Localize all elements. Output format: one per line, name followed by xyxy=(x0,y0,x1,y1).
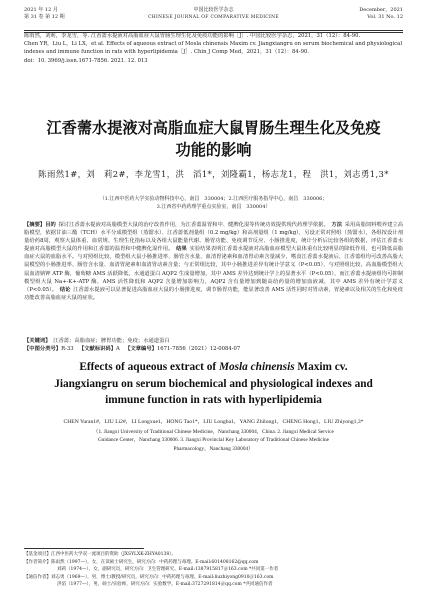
journal-name-en: CHINESE JOURNAL OF COMPARATIVE MEDICINE xyxy=(148,15,279,20)
author-list-en: CHEN Yuran1#，LIU Li2#，LI Longxue1，HONG Tao1*，LIU Longba1，YANG Zhilong1，CHENG Hong1，LIU Zhiyong1,3* xyxy=(63,419,364,425)
affiliation-line-en: （1. Jiangxi University of Traditional Chinese Medicine，Nanchang 330004，China. 2. Jiangxi Medical Service xyxy=(93,429,334,435)
affiliations-cn xyxy=(24,195,403,211)
affiliations-en xyxy=(36,428,391,453)
header-date-cn: 2021 年 12 月 xyxy=(24,7,58,13)
method-heading: 方法 xyxy=(331,222,343,228)
doc-code-value: A xyxy=(116,346,120,352)
citation-block xyxy=(24,32,403,65)
title-en-species: Mosla chinensis xyxy=(218,361,295,373)
keywords-label: 【关键词】 xyxy=(24,338,51,344)
affiliation-line: （1.江西中医药大学实验动物科技中心，南昌 330004；2.江西医疗服务指导中心，南昌 330006； xyxy=(99,196,328,202)
affiliation-line: 3.江西省中药药理学重点实验室，南昌 330004） xyxy=(156,204,271,210)
fund-note: 【基金项目】江西中医药大学双一流项目的资助（JXSYLXK-ZHYA0138）。 xyxy=(24,552,176,557)
title-en-post: Maxim cv. Jiangxiangru on serum biochemical and physiological indexes and immune function in rats with hyperlipidemia xyxy=(54,361,373,407)
keywords-text: 江香薷；高脂血症；脾胃功能；免疫；水通道蛋白 xyxy=(53,338,170,344)
citation-en: Chen YR，Liu L，Li LX，et al. Effects of aqueous extract of Mosla chinensis Maxim cv. Jiangxiangru on serum biochemical and physiological indexes and immune function in rats with hyperlipidemia［J］. Chin J Comp Med，2021，31（12）：84-90. xyxy=(24,41,403,56)
objective-text: 探讨江香薷水提液对高脂模型大鼠的治疗改善作用，为江香薷温胃和中、健脾化湿等传统功效提供现代药理学依据。 xyxy=(58,222,329,228)
abstract-label: 【摘要】 xyxy=(24,222,46,228)
affiliation-line-en: Guidance Center，Nanchang 330006. 3. Jiangxi Provincial Key Laboratory of Traditional Chinese Medicine xyxy=(97,437,330,444)
clc-value: R-33 xyxy=(61,346,74,352)
header-journal xyxy=(104,7,323,21)
conclusion-text: 江香薷水提液可以显著促进高脂血症大鼠的小肠推进度，调节肠胃功能，能显著改善 AMS 活性同时对胃动素，胃泌素以及相关的生化和免疫功能改善高脂血症大鼠的症状。 xyxy=(24,286,403,301)
classification-line xyxy=(24,345,403,353)
doc-code-label: 【文献标识码】 xyxy=(78,346,117,352)
article-number-label: 【文章编号】 xyxy=(125,346,157,352)
header-date-en: December，2021 xyxy=(359,7,403,13)
author-note xyxy=(24,559,403,567)
corresponding-1: 刘志勇（1969—），男，博士/教授/研究员，研究方向：中药药理与毒理。E-mail:liuzhiyong0910＠163.com xyxy=(51,574,274,580)
method-text: 采用高脂饲料喂养建立高脂模型，依据甘油三酯（TCH）水平分成模型组（蒸馏水）、江香薷低剂量组（0.2 mg/kg）和高剂量组（1 mg/kg），另设正常对照组（蒸馏水），各组按设计剂量给药8周，观察大鼠体重、血常规、生理生化指标以及各组大鼠能量代谢、肠胃功能、免疫调节反应、小肠推进度，统计分析后比较各组的数据，评估江香薷水提液对高脂模型大鼠的作用和江香薷的温胃和中健脾化湿作用。 xyxy=(24,222,403,253)
corresponding-2: 洪滔（1977—），男，硕士/实验师，研究方向：实验数学。E-mail:3727291814＠qq.com *共同通信作者 xyxy=(57,582,273,588)
result-text: 实验结果表明江香薷水提液对高脂血症模型大鼠体重有比较明显的降低作用，也可降低高脂血症大鼠的血脂水平。与对照组比较，模型组大鼠小肠推进率、肠管含水量、血清胃泌素和血清胃动素含量减少，嗜食江香薷水提液后，江香薷组均可改善高脂大鼠模型的小肠推进率、肠管含水量、血清胃泌素和血清胃动素含量；与正常组比较，其中小肠推进差异有统计学意义（P<0.05），与对照组比较，高血脂模型组大鼠血清钠钾 ATP 酶，葡萄糖 AMS 活跃降低，水通道蛋白 AQP2 生成量增加，其中 AMS 差异达到统计学上的显著水平（P<0.05），而江香薷水提液组均可抑制模型组大鼠 Na+-K+-ATP 酶，AMS 活性降低和 AQP2 含量增加影响力，AQP2 含有量增加到随高给药量的增加血液减，其中 AMS 差异有统计学意义（P<0.05）。 xyxy=(24,246,403,293)
article-title-cn: 江香薷水提液对高脂血症大鼠胃肠生理生化及免疫功能的影响 xyxy=(46,119,381,159)
article-title-en xyxy=(50,359,377,409)
journal-name-cn: 中国比较医学杂志 xyxy=(193,7,234,13)
footnotes xyxy=(24,551,403,589)
citation-doi[interactable]: doi：10. 3969/j.issn.1671-7856. 2021. 12. 013 xyxy=(24,57,148,64)
author-note-label: 【作者简介】 xyxy=(24,559,51,565)
result-heading: 结果 xyxy=(176,246,187,253)
corresponding-label: 【通信作者】 xyxy=(24,574,51,580)
article-number-value: 1671-7856（2021）12-0084-07 xyxy=(156,346,241,352)
objective-heading: 目的 xyxy=(45,222,56,228)
citation-cn: 陈雨然，刘莉，李龙雪，等. 江香薷水提液对高脂血症大鼠胃肠生理生化及免疫功能的影响［J］. 中国比较医学杂志，2021，31（12）：84-90. xyxy=(24,33,361,39)
conclusion-heading: 结论 xyxy=(59,286,71,293)
abstract-cn xyxy=(24,221,403,302)
clc-label: 【中图分类号】 xyxy=(24,346,62,352)
author-list-cn: 陈雨然1#，刘 莉2#，李龙雪1，洪 滔1*，刘隆霸1，杨志龙1，程 洪1，刘志勇1,3* xyxy=(38,169,389,179)
corresponding-note xyxy=(24,574,403,582)
header-volume-cn: 第 31 卷 第 12 期 xyxy=(24,14,65,20)
header-volume-en: Vol. 31 No. 12 xyxy=(367,14,403,20)
running-header xyxy=(24,7,403,29)
title-en-pre: Effects of aqueous extract of xyxy=(79,361,219,373)
header-right xyxy=(323,7,403,21)
affiliation-line-en: Pharmacology，Nanchang 330004） xyxy=(173,445,254,452)
footnote-rule xyxy=(24,548,144,549)
author-note-1: 陈雨然（1997—），女，在读硕士研究生，研究方向：中药药理与毒理。E-mail:601408162@qq.com xyxy=(51,559,259,565)
header-left xyxy=(24,7,104,21)
author-note-2: 刘莉（1974—），女，副研究员，研究方向：卫生管理研究。E-mail:1387915817＠163.com *共同第一作者 xyxy=(57,567,279,573)
keywords-cn xyxy=(24,337,403,345)
